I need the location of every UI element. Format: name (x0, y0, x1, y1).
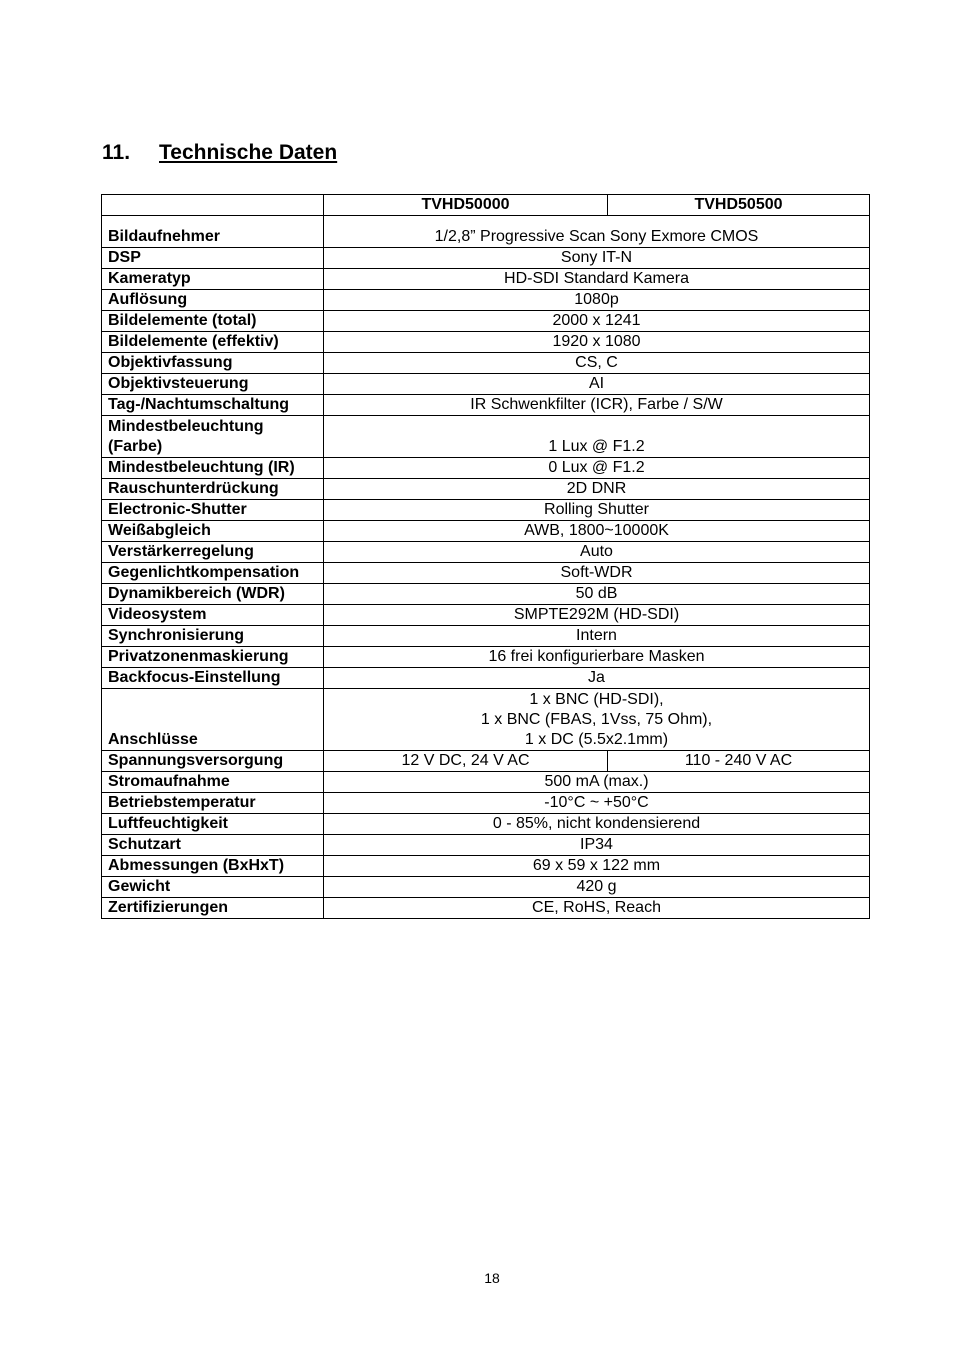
row-value: CE, RoHS, Reach (324, 898, 870, 919)
table-row (102, 689, 870, 751)
row-label: Gegenlichtkompensation (102, 563, 324, 584)
row-value: 1 x BNC (HD-SDI), 1 x BNC (FBAS, 1Vss, 75 Ohm), 1 x DC (5.5x2.1mm) (324, 689, 870, 751)
table-row (102, 772, 870, 793)
table-row (102, 668, 870, 689)
table-row (102, 856, 870, 877)
row-label: Abmessungen (BxHxT) (102, 856, 324, 877)
table-header-row (102, 195, 870, 216)
table-row (102, 877, 870, 898)
row-label: Objektivsteuerung (102, 374, 324, 395)
table-row (102, 353, 870, 374)
table-row (102, 584, 870, 605)
table-row (102, 793, 870, 814)
table-row (102, 521, 870, 542)
row-value: AWB, 1800~10000K (324, 521, 870, 542)
table-row (102, 814, 870, 835)
row-value: Intern (324, 626, 870, 647)
row-label: Privatzonenmaskierung (102, 647, 324, 668)
row-label: Verstärkerregelung (102, 542, 324, 563)
table-row (102, 500, 870, 521)
row-value: Auto (324, 542, 870, 563)
row-value: 420 g (324, 877, 870, 898)
table-row (102, 835, 870, 856)
table-row (102, 290, 870, 311)
row-value: 0 Lux @ F1.2 (324, 458, 870, 479)
table-row (102, 416, 870, 458)
row-label: Gewicht (102, 877, 324, 898)
row-label: Weißabgleich (102, 521, 324, 542)
header-cell-model-a: TVHD50000 (324, 195, 608, 216)
row-value: -10°C ~ +50°C (324, 793, 870, 814)
row-value: IP34 (324, 835, 870, 856)
row-value: 1/2,8” Progressive Scan Sony Exmore CMOS (324, 216, 870, 248)
row-value: 1080p (324, 290, 870, 311)
row-label: Kameratyp (102, 269, 324, 290)
row-value: Sony IT-N (324, 248, 870, 269)
row-label: Auflösung (102, 290, 324, 311)
row-value: Rolling Shutter (324, 500, 870, 521)
table-row (102, 216, 870, 248)
row-label: Dynamikbereich (WDR) (102, 584, 324, 605)
row-label: Zertifizierungen (102, 898, 324, 919)
row-value: 2D DNR (324, 479, 870, 500)
row-label: Mindestbeleuchtung (IR) (102, 458, 324, 479)
table-row (102, 458, 870, 479)
header-cell-empty (102, 195, 324, 216)
table-row (102, 626, 870, 647)
header-cell-model-b: TVHD50500 (608, 195, 870, 216)
row-label: Bildaufnehmer (102, 216, 324, 248)
table-row (102, 605, 870, 626)
row-value: IR Schwenkfilter (ICR), Farbe / S/W (324, 395, 870, 416)
table-row (102, 542, 870, 563)
row-label: Spannungsversorgung (102, 751, 324, 772)
table-row (102, 563, 870, 584)
row-value: 69 x 59 x 122 mm (324, 856, 870, 877)
section-heading (102, 141, 337, 165)
row-label: Objektivfassung (102, 353, 324, 374)
row-label: Synchronisierung (102, 626, 324, 647)
row-value-model-b: 110 - 240 V AC (608, 751, 870, 772)
table-row (102, 479, 870, 500)
table-row (102, 374, 870, 395)
table-row (102, 751, 870, 772)
row-label: Tag-/Nachtumschaltung (102, 395, 324, 416)
row-value: 1920 x 1080 (324, 332, 870, 353)
table-row (102, 311, 870, 332)
spec-table (101, 194, 870, 919)
table-row (102, 898, 870, 919)
row-value: Ja (324, 668, 870, 689)
row-label: Betriebstemperatur (102, 793, 324, 814)
row-value: AI (324, 374, 870, 395)
row-label: DSP (102, 248, 324, 269)
table-row (102, 332, 870, 353)
row-value: CS, C (324, 353, 870, 374)
row-value: Soft-WDR (324, 563, 870, 584)
row-label: Stromaufnahme (102, 772, 324, 793)
page-number: 18 (484, 1270, 500, 1286)
row-label: Rauschunterdrückung (102, 479, 324, 500)
row-label: Backfocus-Einstellung (102, 668, 324, 689)
row-value: 500 mA (max.) (324, 772, 870, 793)
row-value: 16 frei konfigurierbare Masken (324, 647, 870, 668)
row-label: Bildelemente (effektiv) (102, 332, 324, 353)
row-value: 50 dB (324, 584, 870, 605)
section-title: Technische Daten (159, 141, 338, 164)
table-row (102, 248, 870, 269)
table-row (102, 395, 870, 416)
row-value: HD-SDI Standard Kamera (324, 269, 870, 290)
row-label: Videosystem (102, 605, 324, 626)
row-value: SMPTE292M (HD-SDI) (324, 605, 870, 626)
table-row (102, 269, 870, 290)
row-value-model-a: 12 V DC, 24 V AC (324, 751, 608, 772)
row-value: 1 Lux @ F1.2 (324, 416, 870, 458)
row-label: Anschlüsse (102, 689, 324, 751)
row-value: 0 - 85%, nicht kondensierend (324, 814, 870, 835)
section-number: 11. (102, 141, 131, 164)
row-label: Mindestbeleuchtung (Farbe) (102, 416, 324, 458)
table-row (102, 647, 870, 668)
row-label: Luftfeuchtigkeit (102, 814, 324, 835)
row-label: Schutzart (102, 835, 324, 856)
row-label: Bildelemente (total) (102, 311, 324, 332)
row-value: 2000 x 1241 (324, 311, 870, 332)
row-label: Electronic-Shutter (102, 500, 324, 521)
